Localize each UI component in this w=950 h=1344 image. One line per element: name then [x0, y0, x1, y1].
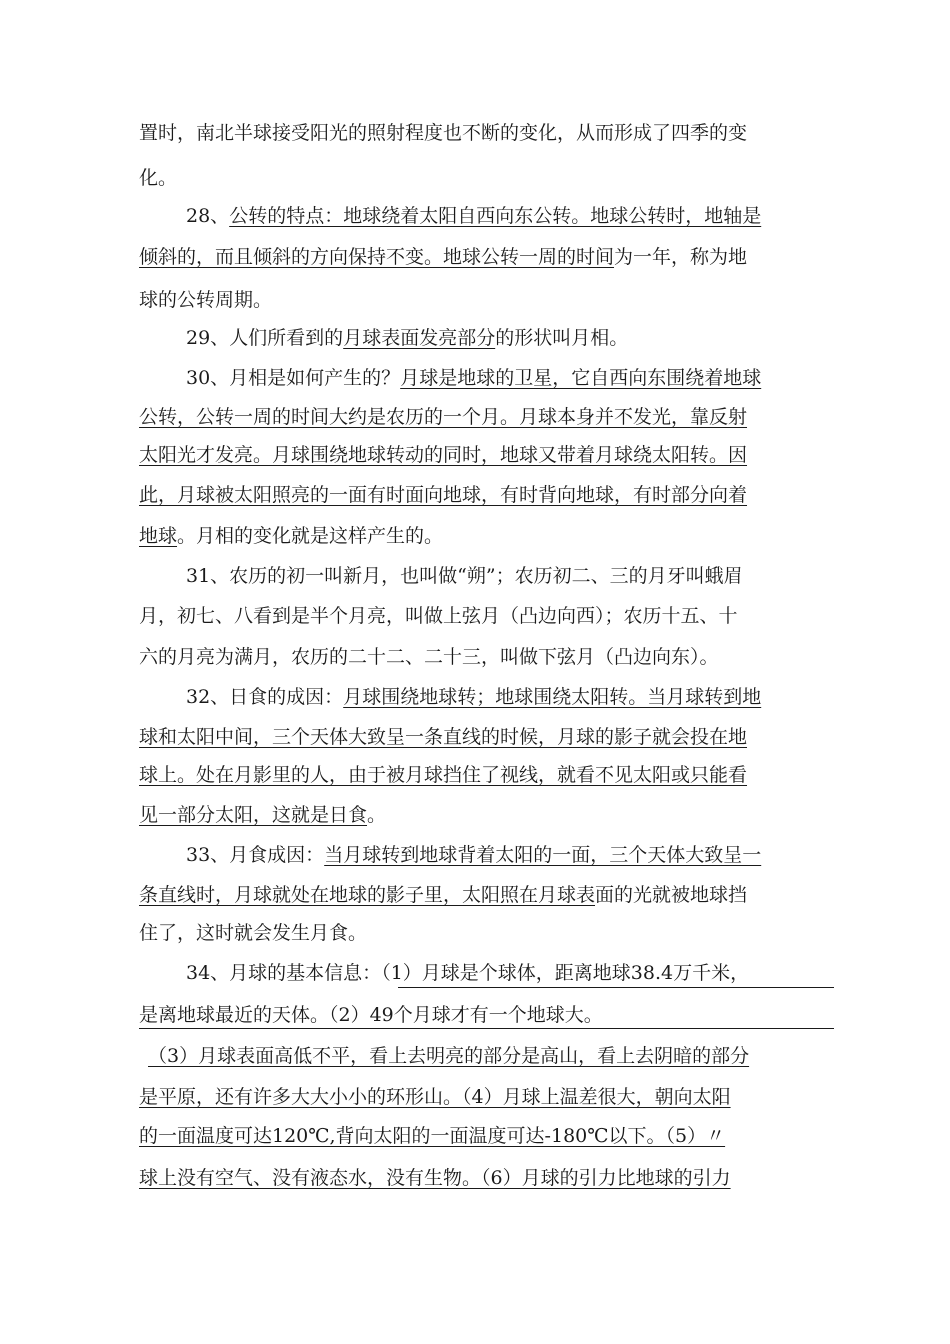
text-line	[139, 1000, 819, 1030]
text-segment: 是离地球最近的天体。（2）49个月球才有一个地球大。	[139, 1004, 603, 1026]
text-line	[139, 1121, 819, 1151]
text-segment: 月，初七、八看到是半个月亮，叫做上弦月（凸边向西）；农历十五、十	[139, 605, 738, 627]
underlined-text: 球上没有空气、没有液态水，没有生物。（6）月球的引力比地球的引力	[139, 1167, 731, 1189]
text-line	[139, 163, 819, 193]
text-line	[139, 118, 819, 148]
underlined-text: 地球	[139, 525, 178, 547]
text-segment: 32、日食的成因：	[186, 686, 344, 708]
text-line	[139, 760, 819, 790]
text-segment: 29、人们所看到的	[186, 327, 344, 349]
underline-rule	[398, 987, 834, 988]
text-line	[139, 601, 819, 631]
underlined-text: 球上。处在月影里的人，由于被月球挡住了视线，就看不见太阳或只能看	[139, 764, 748, 786]
underlined-text: 球和太阳中间，三个天体大致呈一条直线的时候，月球的影子就会投在地	[139, 726, 748, 748]
text-line	[186, 958, 819, 988]
text-line	[139, 285, 819, 315]
text-line	[186, 682, 819, 712]
text-line	[139, 642, 819, 672]
underlined-text: 的一面温度可达120℃,背向太阳的一面温度可达-180℃以下。（5）〃	[139, 1125, 726, 1147]
underlined-text: 此，月球被太阳照亮的一面有时面向地球，有时背向地球，有时部分向着	[139, 484, 748, 506]
text-line	[139, 242, 819, 272]
underlined-text: 条直线时，月球就处在地球的影子里，太阳照在月球表	[139, 884, 596, 906]
text-line	[139, 800, 819, 830]
text-line	[148, 1041, 819, 1071]
text-line	[139, 440, 819, 470]
text-segment: 33、月食成因：	[186, 844, 325, 866]
underlined-text: 公转，公转一周的时间大约是农历的一个月。月球本身并不发光，靠反射	[139, 406, 748, 428]
text-segment: 28、	[186, 205, 230, 227]
text-segment: 。	[367, 804, 387, 826]
underline-rule	[139, 1028, 834, 1029]
underlined-text: （3）月球表面高低不平，看上去明亮的部分是高山，看上去阴暗的部分	[148, 1045, 750, 1067]
text-segment: 面的光就被地球挡	[595, 884, 748, 906]
text-segment: 30、月相是如何产生的？	[186, 367, 401, 389]
underlined-text: 公转的特点：地球绕着太阳自西向东公转。地球公转时，地轴是	[229, 205, 762, 227]
text-line	[139, 480, 819, 510]
text-segment: 的形状叫月相。	[495, 327, 629, 349]
text-segment: 球的公转周期。	[139, 289, 273, 311]
underlined-text: 倾斜的，而且倾斜的方向保持不变。地球公转一周的时间	[139, 246, 615, 268]
underlined-text: 月球是地球的卫星，它自西向东围绕着地球	[400, 367, 762, 389]
text-segment: 。月相的变化就是这样产生的。	[177, 525, 444, 547]
text-line	[139, 521, 819, 551]
text-line	[139, 880, 819, 910]
underlined-text: 太阳光才发亮。月球围绕地球转动的同时，地球又带着月球绕太阳转。因	[139, 444, 748, 466]
text-segment: 31、农历的初一叫新月，也叫做“朔”；农历初二、三的月牙叫蛾眉	[186, 565, 743, 587]
underlined-text: 月球围绕地球转；地球围绕太阳转。当月球转到地	[343, 686, 762, 708]
text-line	[139, 402, 819, 432]
text-line	[186, 323, 819, 353]
text-line	[139, 918, 819, 948]
text-line	[186, 363, 819, 393]
text-segment: 住了，这时就会发生月食。	[139, 922, 368, 944]
text-line	[139, 1163, 819, 1193]
text-line	[139, 722, 819, 752]
text-segment: 化。	[139, 167, 178, 189]
underlined-text: 当月球转到地球背着太阳的一面，三个天体大致呈一	[324, 844, 762, 866]
text-line	[186, 201, 819, 231]
text-segment: 34、月球的基本信息：	[186, 962, 382, 984]
text-line	[139, 1082, 819, 1112]
underlined-text: 见一部分太阳，这就是日食	[139, 804, 368, 826]
text-segment: 六的月亮为满月，农历的二十二、二十三，叫做下弦月（凸边向东）。	[139, 646, 719, 668]
text-line	[186, 840, 819, 870]
text-line	[186, 561, 819, 591]
underlined-text: 是平原，还有许多大大小小的环形山。（4）月球上温差很大，朝向太阳	[139, 1086, 731, 1108]
text-segment: 为一年，称为地	[614, 246, 748, 268]
text-segment: （1）月球是个球体，距离地球38.4万千米，	[381, 962, 750, 984]
underlined-text: 月球表面发亮部分	[343, 327, 496, 349]
text-segment: 置时，南北半球接受阳光的照射程度也不断的变化，从而形成了四季的变	[139, 122, 748, 144]
